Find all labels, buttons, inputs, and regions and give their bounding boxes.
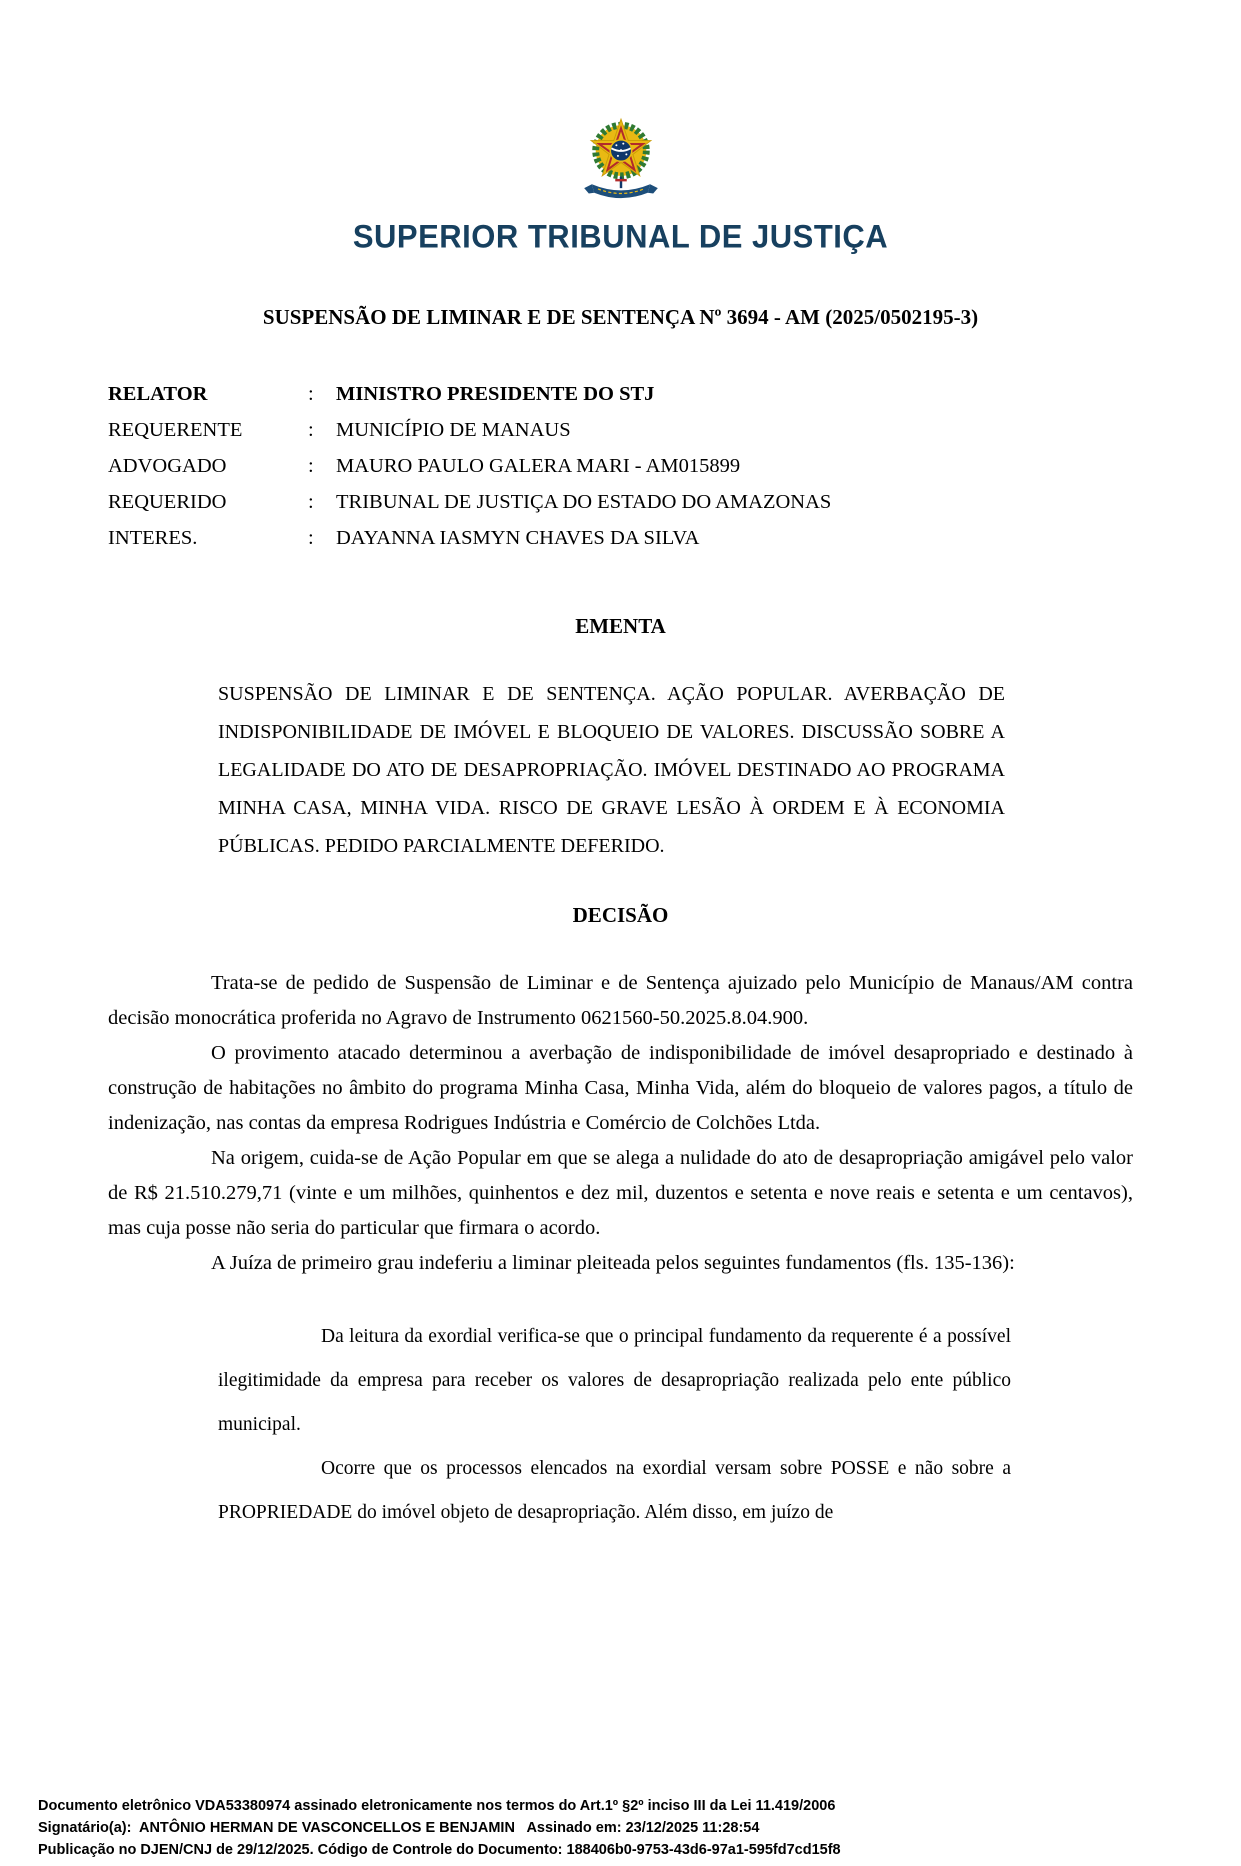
party-label: REQUERIDO [108,491,227,513]
quote-paragraph: Ocorre que os processos elencados na exordial versam sobre POSSE e não sobre a PROPRIEDADE do imóvel objeto de desapropriação. Além disso, em juízo de [218,1458,1011,1523]
quoted-decision-block [218,1315,1011,1535]
party-value: TRIBUNAL DE JUSTIÇA DO ESTADO DO AMAZONAS [336,491,832,513]
party-colon: : [308,419,314,441]
ementa-text: SUSPENSÃO DE LIMINAR E DE SENTENÇA. AÇÃO POPULAR. AVERBAÇÃO DE INDISPONIBILIDADE DE IMÓVEL E BLOQUEIO DE VALORES. DISCUSSÃO SOBRE A LEGALIDADE DO ATO DE DESAPROPRIAÇÃO. IMÓVEL DESTINADO AO PROGRAMA MINHA CASA, MINHA VIDA. RISCO DE GRAVE LESÃO À ORDEM E À ECONOMIA PÚBLICAS. PEDIDO PARCIALMENTE DEFERIDO. [218,683,1005,857]
document-title: SUSPENSÃO DE LIMINAR E DE SENTENÇA Nº 3694 - AM (2025/0502195-3) [262,305,979,329]
party-row-requerente [108,412,1133,448]
parties-list [108,376,1133,556]
party-colon: : [308,383,314,405]
party-value: DAYANNA IASMYN CHAVES DA SILVA [336,527,700,549]
party-label: ADVOGADO [108,455,227,477]
party-row-advogado [108,448,1133,484]
party-row-relator [108,376,1133,412]
party-label: REQUERENTE [108,419,243,441]
body-paragraph: O provimento atacado determinou a averbação de indisponibilidade de imóvel desapropriado e destinado à construção de habitações no âmbito do programa Minha Casa, Minha Vida, além do bloqueio de valores pagos, a título de indenização, nas contas da empresa Rodrigues Indústria e Comércio de Colchões Ltda. [108,1042,1133,1134]
party-colon: : [308,527,314,549]
quote-paragraph: Da leitura da exordial verifica-se que o principal fundamento da requerente é a possível ilegitimidade da empresa para receber os valores de desapropriação realizada pelo ente público municipal. [218,1326,1011,1435]
body-paragraph: Trata-se de pedido de Suspensão de Liminar e de Sentença ajuizado pelo Município de Manaus/AM contra decisão monocrática proferida no Agravo de Instrumento 0621560-50.2025.8.04.900. [108,972,1133,1029]
coat-of-arms-icon [575,193,667,210]
party-label: RELATOR [108,383,208,405]
ementa-heading: EMENTA [575,614,666,638]
party-colon: : [308,491,314,513]
party-value: MUNICÍPIO DE MANAUS [336,419,571,441]
party-row-requerido [108,484,1133,520]
body-paragraph: A Juíza de primeiro grau indeferiu a liminar pleiteada pelos seguintes fundamentos (fls. 135-136): [211,1252,1015,1274]
footer-line-electronic-signature: Documento eletrônico VDA53380974 assinado eletronicamente nos termos do Art.1º §2º inciso III da Lei 11.419/2006 [38,1798,836,1814]
org-title: SUPERIOR TRIBUNAL DE JUSTIÇA [352,218,889,255]
signature-footer [38,1795,1211,1861]
party-colon: : [308,455,314,477]
document-page [0,112,1241,1866]
party-row-interessado [108,520,1133,556]
party-value: MINISTRO PRESIDENTE DO STJ [336,383,655,405]
footer-line-signatory: Signatário(a): ANTÔNIO HERMAN DE VASCONCELLOS E BENJAMIN Assinado em: 23/12/2025 11:28:54 [38,1820,760,1836]
decision-body [108,966,1133,1281]
decisao-heading: DECISÃO [572,903,669,927]
body-paragraph: Na origem, cuida-se de Ação Popular em que se alega a nulidade do ato de desapropriação amigável pelo valor de R$ 21.510.279,71 (vinte e um milhões, quinhentos e dez mil, duzentos e setenta e nove reais e setenta e um centavos), mas cuja posse não seria do particular que firmara o acordo. [108,1147,1133,1239]
party-label: INTERES. [108,527,198,549]
party-value: MAURO PAULO GALERA MARI - AM015899 [336,455,741,477]
footer-line-publication: Publicação no DJEN/CNJ de 29/12/2025. Código de Controle do Documento: 188406b0-9753-43d6-97a1-595fd7cd15f8 [38,1842,841,1858]
header [0,112,1241,255]
